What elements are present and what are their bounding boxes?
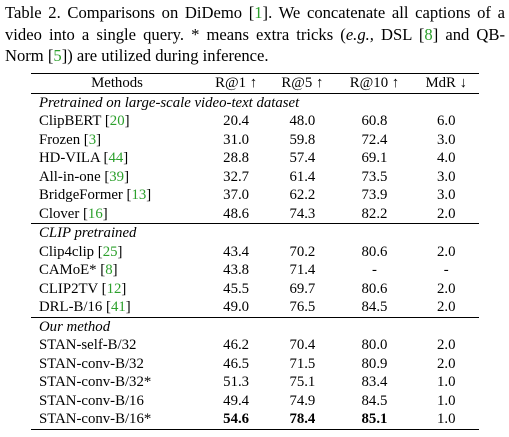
cell-r1: 37.0 [223, 187, 250, 203]
citation-link[interactable]: 3 [88, 131, 97, 148]
cell-mdr: 4.0 [436, 150, 456, 166]
method-name: STAN-self-B/32 [39, 337, 137, 353]
method-name: Clip4clip [25] [39, 243, 123, 260]
cell-r1: 48.6 [223, 205, 250, 222]
cell-r5: 71.4 [289, 262, 316, 278]
method-name: STAN-conv-B/16 [39, 392, 144, 409]
cell-mdr: 6.0 [436, 113, 456, 129]
cell-r10: 73.9 [361, 187, 388, 203]
table-row [31, 373, 479, 392]
method-name: STAN-conv-B/32 [39, 355, 144, 372]
table-row [31, 261, 479, 280]
table-row [31, 410, 479, 429]
cell-r1: 43.4 [223, 243, 250, 260]
cell-mdr: 2.0 [436, 280, 456, 297]
cell-r5: 48.0 [289, 113, 316, 129]
header-r1: R@1 ↑ [203, 74, 269, 94]
section-header-row [31, 93, 479, 112]
cell-r10: 80.0 [361, 337, 388, 353]
section-header-row [31, 224, 479, 243]
citation-link[interactable]: 25 [102, 243, 118, 260]
table-row [31, 392, 479, 411]
table-row [31, 280, 479, 299]
citation-link[interactable]: 12 [106, 280, 122, 297]
cell-r10: 84.5 [361, 392, 388, 409]
method-name: DRL-B/16 [41] [39, 299, 131, 315]
cell-r10: 72.4 [361, 131, 388, 148]
cell-r1: 49.4 [223, 392, 250, 409]
cell-r5: 69.7 [289, 280, 316, 297]
cell-r1: 46.5 [223, 355, 250, 372]
cell-mdr: 1.0 [413, 410, 479, 429]
citation-link[interactable]: 1 [254, 3, 263, 22]
section-title: CLIP pretrained [31, 224, 479, 243]
header-row [31, 74, 479, 94]
cell-r1: 32.7 [223, 168, 250, 185]
header-methods: Methods [31, 74, 203, 94]
cell-r1: 51.3 [223, 374, 250, 390]
cell-mdr: - [443, 262, 449, 278]
table-row [31, 112, 479, 131]
cell-mdr: 2.0 [436, 355, 456, 372]
cell-r10: 73.5 [361, 168, 388, 185]
cell-r1: 28.8 [223, 150, 250, 166]
citation-link[interactable]: 16 [87, 205, 103, 222]
cell-r5: 78.4 [269, 410, 335, 429]
citation-link[interactable]: 39 [109, 168, 125, 185]
cell-r5: 74.9 [289, 392, 316, 409]
cell-mdr: 2.0 [436, 337, 456, 353]
cell-r5: 71.5 [289, 355, 316, 372]
method-name: Clover [16] [39, 205, 108, 222]
cell-r10: 60.8 [361, 113, 388, 129]
header-r10: R@10 ↑ [336, 74, 414, 94]
cell-r5: 74.3 [289, 205, 316, 222]
citation-link[interactable]: 8 [424, 24, 433, 44]
cell-r10: 80.9 [361, 355, 388, 372]
cell-r5: 61.4 [289, 168, 316, 185]
table-caption: Table 2. Comparisons on DiDemo [1]. We concatenate all captions of a video into a single query. * means extra tricks (e.g., DSL [8] and QB-Norm [5]) are utilized during inference. [5, 3, 506, 65]
cell-r1: 46.2 [223, 337, 250, 353]
cell-mdr: 1.0 [436, 374, 456, 390]
method-name: Frozen [3] [39, 131, 102, 148]
method-name: CLIP2TV [12] [39, 280, 127, 297]
cell-mdr: 2.0 [436, 299, 456, 315]
cell-r5: 76.5 [289, 299, 316, 315]
cell-r10: 82.2 [361, 205, 388, 222]
method-name: All-in-one [39] [39, 168, 130, 185]
section-title: Pretrained on large-scale video-text dataset [31, 93, 479, 112]
method-name: CAMoE* [8] [39, 262, 118, 278]
table-row [31, 186, 479, 205]
citation-link[interactable]: 44 [108, 150, 124, 166]
cell-r10: 80.6 [361, 280, 388, 297]
cell-r10: 80.6 [361, 243, 388, 260]
citation-link[interactable]: 41 [110, 299, 126, 315]
citation-link[interactable]: 20 [109, 113, 125, 129]
cell-r1: 54.6 [203, 410, 269, 429]
cell-r5: 59.8 [289, 131, 316, 148]
cell-r1: 20.4 [223, 113, 250, 129]
cell-mdr: 3.0 [436, 168, 456, 185]
citation-link[interactable]: 5 [53, 46, 62, 65]
table-row [31, 149, 479, 168]
method-name: BridgeFormer [13] [39, 187, 152, 203]
table-row [31, 243, 479, 262]
results-table [31, 73, 479, 430]
table-row [31, 205, 479, 224]
table-row [31, 298, 479, 317]
citation-link[interactable]: 8 [105, 262, 113, 278]
cell-r5: 70.4 [289, 337, 316, 353]
table-row [31, 336, 479, 355]
table-body [31, 93, 479, 429]
cell-mdr: 2.0 [436, 243, 456, 260]
cell-mdr: 3.0 [436, 187, 456, 203]
table-row [31, 168, 479, 187]
cell-r10: 83.4 [361, 374, 388, 390]
cell-r10: 85.1 [336, 410, 414, 429]
cell-mdr: 1.0 [436, 392, 456, 409]
cell-r10: 84.5 [361, 299, 388, 315]
cell-r1: 49.0 [223, 299, 250, 315]
method-name: STAN-conv-B/16* [31, 410, 203, 429]
citation-link[interactable]: 13 [131, 187, 147, 203]
table-row [31, 131, 479, 150]
table-row [31, 355, 479, 374]
cell-mdr: 2.0 [436, 205, 456, 222]
cell-r1: 45.5 [223, 280, 250, 297]
cell-r1: 31.0 [223, 131, 250, 148]
cell-r1: 43.8 [223, 262, 250, 278]
cell-r5: 62.2 [289, 187, 316, 203]
section-title: Our method [31, 317, 479, 336]
header-mdr: MdR ↓ [413, 74, 479, 94]
header-r5: R@5 ↑ [269, 74, 335, 94]
cell-r5: 70.2 [289, 243, 316, 260]
cell-r10: 69.1 [361, 150, 388, 166]
section-header-row [31, 317, 479, 336]
cell-mdr: 3.0 [436, 131, 456, 148]
method-name: ClipBERT [20] [39, 113, 130, 129]
cell-r5: 75.1 [289, 374, 316, 390]
cell-r5: 57.4 [289, 150, 316, 166]
caption-label: Table 2. [5, 3, 61, 22]
method-name: STAN-conv-B/32* [39, 374, 152, 390]
cell-r10: - [372, 262, 377, 278]
method-name: HD-VILA [44] [39, 150, 129, 166]
